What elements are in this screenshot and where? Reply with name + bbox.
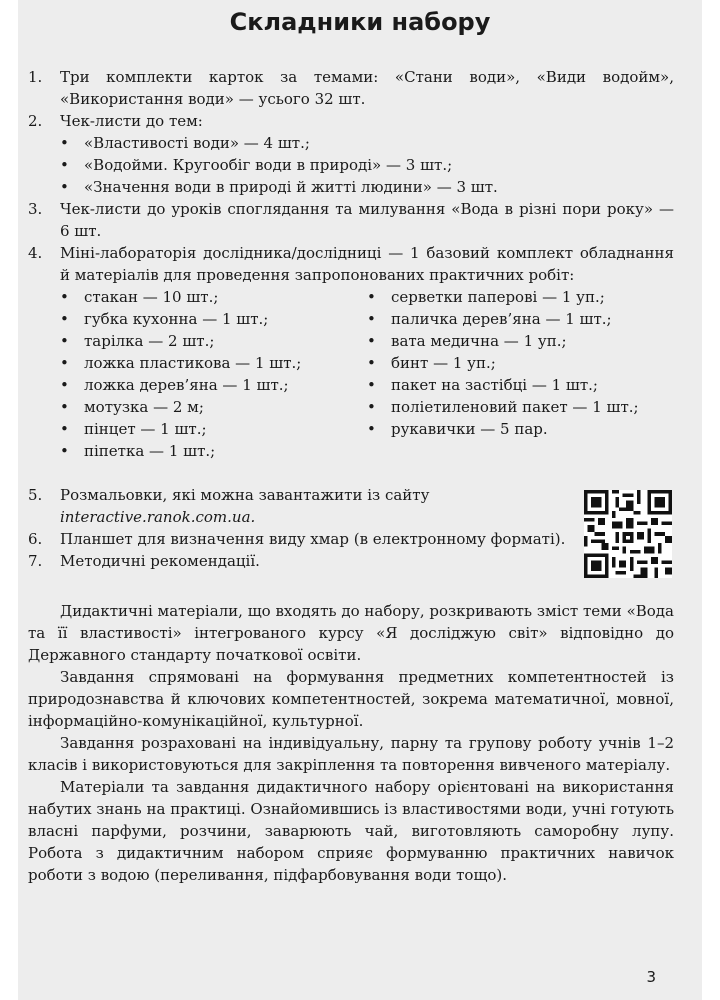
- bullet-item: • вата медична — 1 уп.;: [367, 332, 567, 350]
- list-item-6: [28, 528, 576, 550]
- resources-block: [28, 484, 674, 578]
- bullet-item: • ложка дерев’яна — 1 шт.;: [60, 376, 289, 394]
- equipment-list: [60, 286, 674, 462]
- page: [18, 0, 702, 1000]
- page-number: 3: [646, 968, 656, 986]
- list-item-3: [28, 198, 674, 242]
- item-number: 2.: [28, 112, 43, 130]
- list-item-1: [28, 66, 674, 110]
- item-text: Методичні рекомендації.: [60, 552, 260, 570]
- item-number: 5.: [28, 486, 43, 504]
- qr-code-icon[interactable]: [584, 490, 672, 578]
- bullet-item: • рукавички — 5 пар.: [367, 420, 548, 438]
- item-text: Планшет для визначення виду хмар (в електронному форматі).: [60, 530, 566, 548]
- bullet-item: • ложка пластикова — 1 шт.;: [60, 354, 302, 372]
- item-text: Розмальовки, які можна завантажити із сайту interactive.ranok.com.ua.: [60, 486, 430, 526]
- paragraph: Матеріали та завдання дидактичного набору орієнтовані на використання набутих знань на практиці. Ознайомившись із властивостями води, учні готують власні парфуми, розчини, заварюють чай, виготовляють саморобну лупу. Робота з дидактичним набором сприяє формуванню практичних навичок роботи з водою (переливання, підфарбовування води тощо).: [28, 778, 674, 884]
- bullet-item: • поліетиленовий пакет — 1 шт.;: [367, 398, 639, 416]
- paragraph: Завдання розраховані на індивідуальну, парну та групову роботу учнів 1–2 класів і використовуються для закріплення та повторення вивченого матеріалу.: [28, 734, 674, 774]
- bullet-item: • стакан — 10 шт.;: [60, 288, 219, 306]
- bullet-item: • мотузка — 2 м;: [60, 398, 204, 416]
- item-text: Міні-лабораторія дослідника/дослідниці — 1 базовий комплект обладнання й матеріалів для проведення запропонованих практичних робіт:: [60, 244, 674, 284]
- bullet-item: • бинт — 1 уп.;: [367, 354, 496, 372]
- item-number: 3.: [28, 200, 43, 218]
- list-item-7: [28, 550, 576, 572]
- bullet-item: • паличка дерев’яна — 1 шт.;: [367, 310, 612, 328]
- item-number: 1.: [28, 68, 43, 86]
- bullet-item: • тарілка — 2 шт.;: [60, 332, 215, 350]
- bullet-item: • «Властивості води» — 4 шт.;: [60, 134, 310, 152]
- bullet-item: • пінцет — 1 шт.;: [60, 420, 207, 438]
- equipment-column-left: [60, 286, 367, 462]
- bullet-item: • піпетка — 1 шт.;: [60, 442, 216, 460]
- bullet-item: • пакет на застібці — 1 шт.;: [367, 376, 598, 394]
- item-text: Три комплекти карток за темами: «Стани води», «Види водойм», «Використання води» — усього 32 шт.: [60, 68, 674, 108]
- bullet-item: • губка кухонна — 1 шт.;: [60, 310, 269, 328]
- item-text: Чек-листи до уроків споглядання та милування «Вода в різні пори року» — 6 шт.: [60, 200, 674, 240]
- paragraph: Завдання спрямовані на формування предметних компетентностей із природознавства й ключових компетентностей, зокрема математичної, мовної, інформаційно-комунікаційної, культурної.: [28, 668, 674, 730]
- list-item-2: [28, 110, 674, 132]
- item-number: 7.: [28, 552, 43, 570]
- bullet-item: • «Водойми. Кругообіг води в природі» — 3 шт.;: [60, 156, 453, 174]
- equipment-column-right: [367, 286, 674, 462]
- item-number: 6.: [28, 530, 43, 548]
- list-item-5: [28, 484, 576, 528]
- list-item-4: [28, 242, 674, 286]
- bullet-item: • серветки паперові — 1 уп.;: [367, 288, 605, 306]
- item-number: 4.: [28, 244, 43, 262]
- content: [28, 66, 674, 886]
- item-text: Чек-листи до тем:: [60, 112, 203, 130]
- site-link[interactable]: interactive.ranok.com.ua.: [60, 508, 256, 526]
- bullet-item: • «Значення води в природі й житті людини» — 3 шт.: [60, 178, 498, 196]
- page-title: Складники набору: [229, 8, 491, 36]
- paragraph: Дидактичні матеріали, що входять до набору, розкривають зміст теми «Вода та її властивості» інтегрованого курсу «Я досліджую світ» відповідно до Державного стандарту початкової освіти.: [28, 602, 674, 664]
